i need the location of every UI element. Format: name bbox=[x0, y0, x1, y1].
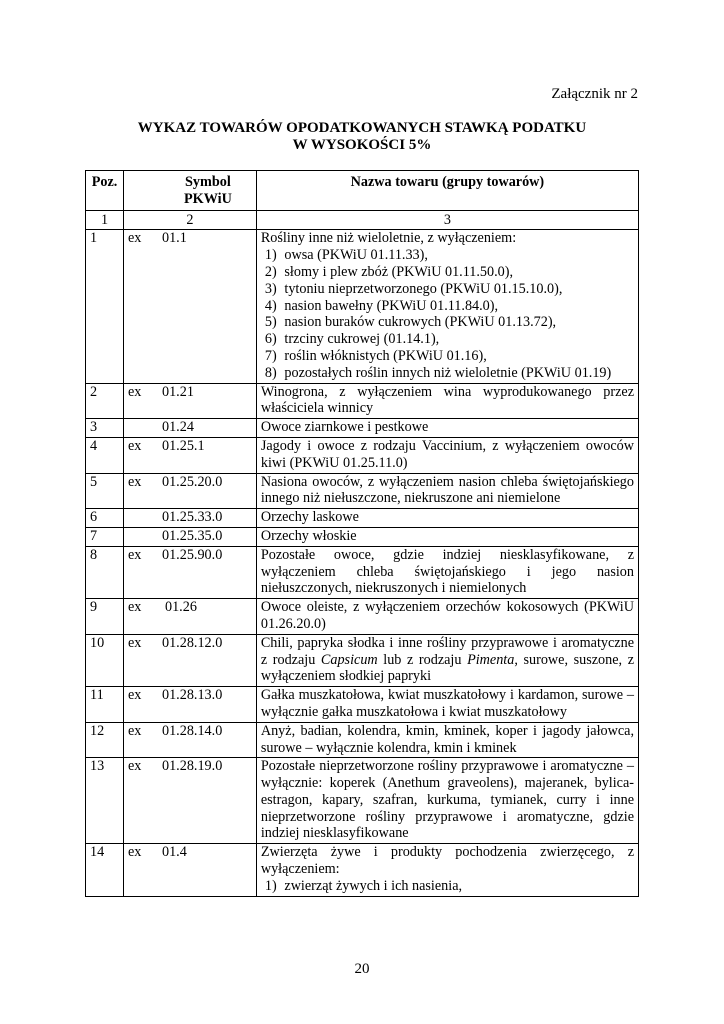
row-name: Pozostałe owoce, gdzie indziej niesklasyfikowane, z wyłączeniem chleba świętojańskiego i jego nasion niełuszczonych, niekruszonych i niemielonych bbox=[256, 546, 638, 598]
row-name: Winogrona, z wyłączeniem wina wyprodukowanego przez właściciela winnicy bbox=[256, 383, 638, 419]
item-text: trzciny cukrowej (01.14.1), bbox=[284, 331, 440, 348]
row-name: Nasiona owoców, z wyłączeniem nasion chleba świętojańskiego innego niż niełuszczone, niekruszone ani niemielone bbox=[256, 473, 638, 509]
row-symbol bbox=[123, 230, 256, 383]
row-symbol bbox=[123, 599, 256, 635]
row-name-text: lub z rodzaju bbox=[377, 651, 468, 668]
ex-marker: ex bbox=[127, 687, 142, 704]
table-header-row bbox=[86, 171, 639, 211]
row-name: Owoce ziarnkowe i pestkowe bbox=[256, 419, 638, 438]
document-title bbox=[85, 120, 639, 154]
row-name: Gałka muszkatołowa, kwiat muszkatołowy i kardamon, surowe – wyłącznie gałka muszkatołowa i kwiat muszkatołowy bbox=[256, 687, 638, 723]
row-name-text: Rośliny inne niż wieloletnie, z wyłączeniem: bbox=[260, 230, 517, 247]
ex-marker: ex bbox=[127, 230, 142, 247]
row-poz: 3 bbox=[86, 419, 124, 438]
header-symbol bbox=[123, 171, 256, 211]
ex-marker: ex bbox=[127, 437, 142, 454]
ex-marker: ex bbox=[127, 473, 142, 490]
row-symbol bbox=[123, 546, 256, 598]
list-item bbox=[265, 314, 634, 331]
row-poz: 14 bbox=[86, 844, 124, 896]
pkwiu-code: 01.1 bbox=[161, 230, 187, 247]
row-name: Anyż, badian, kolendra, kmin, kminek, koper i jagody jałowca, surowe – wyłącznie kolendra, kmin i kminek bbox=[256, 722, 638, 758]
list-item bbox=[265, 878, 634, 895]
ex-marker: ex bbox=[127, 383, 142, 400]
ex-marker: ex bbox=[127, 546, 142, 563]
row-poz: 10 bbox=[86, 634, 124, 686]
item-number: 6) bbox=[264, 331, 277, 348]
title-line-1: WYKAZ TOWARÓW OPODATKOWANYCH STAWKĄ PODATKU bbox=[137, 120, 587, 136]
item-text: nasion buraków cukrowych (PKWiU 01.13.72), bbox=[284, 314, 557, 331]
item-text: owsa (PKWiU 01.11.33), bbox=[284, 247, 428, 264]
item-number: 5) bbox=[264, 314, 277, 331]
row-poz: 5 bbox=[86, 473, 124, 509]
pkwiu-code: 01.21 bbox=[161, 383, 194, 400]
exclusion-list bbox=[261, 247, 634, 381]
row-name-text: Zwierzęta żywe i produkty pochodzenia zwierzęcego, z wyłączeniem: bbox=[260, 844, 634, 878]
item-text: tytoniu nieprzetworzonego (PKWiU 01.15.10.0), bbox=[284, 280, 563, 297]
table-row bbox=[86, 634, 639, 686]
ex-marker: ex bbox=[127, 599, 142, 616]
header-symbol-line-2: PKWiU bbox=[184, 190, 232, 207]
row-symbol bbox=[123, 419, 256, 438]
item-number: 2) bbox=[264, 263, 277, 280]
row-poz: 1 bbox=[86, 230, 124, 383]
row-poz: 11 bbox=[86, 687, 124, 723]
ex-marker: ex bbox=[127, 844, 142, 861]
table-row bbox=[86, 230, 639, 383]
table-row bbox=[86, 527, 639, 546]
row-symbol bbox=[123, 634, 256, 686]
item-number: 4) bbox=[264, 297, 277, 314]
table-row bbox=[86, 383, 639, 419]
row-poz: 12 bbox=[86, 722, 124, 758]
genus-name: Capsicum bbox=[320, 651, 378, 668]
pkwiu-code: 01.4 bbox=[161, 844, 187, 861]
column-number: 3 bbox=[256, 210, 638, 230]
row-poz: 6 bbox=[86, 509, 124, 528]
column-number: 2 bbox=[123, 210, 256, 230]
item-number: 1) bbox=[264, 877, 277, 894]
row-name-text: Chili, papryka słodka i inne rośliny przyprawowe i aromatyczne z rodzaju bbox=[260, 634, 634, 668]
table-row bbox=[86, 509, 639, 528]
table-row bbox=[86, 437, 639, 473]
pkwiu-code: 01.25.35.0 bbox=[161, 527, 223, 544]
pkwiu-code: 01.28.14.0 bbox=[161, 722, 223, 739]
row-name: Owoce oleiste, z wyłączeniem orzechów kokosowych (PKWiU 01.26.20.0) bbox=[256, 599, 638, 635]
table-row bbox=[86, 687, 639, 723]
pkwiu-code: 01.28.13.0 bbox=[161, 687, 223, 704]
pkwiu-code: 01.24 bbox=[161, 419, 194, 436]
pkwiu-code: 01.28.12.0 bbox=[161, 634, 223, 651]
row-name: Orzechy włoskie bbox=[256, 527, 638, 546]
ex-marker: ex bbox=[127, 758, 142, 775]
table-row bbox=[86, 473, 639, 509]
page-number: 20 bbox=[354, 961, 370, 977]
annex-label: Załącznik nr 2 bbox=[551, 86, 638, 102]
row-symbol bbox=[123, 527, 256, 546]
column-number: 1 bbox=[86, 210, 124, 230]
goods-table bbox=[85, 170, 639, 897]
row-name: Jagody i owoce z rodzaju Vaccinium, z wyłączeniem owoców kiwi (PKWiU 01.25.11.0) bbox=[256, 437, 638, 473]
list-item bbox=[265, 331, 634, 348]
title-line-2: W WYSOKOŚCI 5% bbox=[292, 137, 432, 153]
list-item bbox=[265, 348, 634, 365]
table-row bbox=[86, 758, 639, 844]
list-item bbox=[265, 298, 634, 315]
table-row bbox=[86, 546, 639, 598]
table-row bbox=[86, 844, 639, 896]
row-symbol bbox=[123, 383, 256, 419]
pkwiu-code: 01.25.90.0 bbox=[161, 546, 223, 563]
item-text: pozostałych roślin innych niż wieloletnie (PKWiU 01.19) bbox=[284, 364, 612, 381]
list-item bbox=[265, 281, 634, 298]
header-symbol-line-1: Symbol bbox=[185, 174, 231, 190]
header-poz: Poz. bbox=[86, 171, 124, 211]
item-text: słomy i plew zbóż (PKWiU 01.11.50.0), bbox=[284, 263, 514, 280]
pkwiu-code: 01.25.1 bbox=[161, 437, 205, 454]
row-name: Pozostałe nieprzetworzone rośliny przyprawowe i aromatyczne – wyłącznie: koperek (Anethum graveolens), majeranek, bylica-estragon, kapary, szafran, kurkuma, tymianek, curry i inne nieprzetworzone rośliny przyprawowe i aromatyczne, gdzie indziej niesklasyfikowane bbox=[256, 758, 638, 844]
row-name bbox=[256, 230, 638, 383]
ex-marker: ex bbox=[127, 722, 142, 739]
list-item bbox=[265, 247, 634, 264]
item-number: 8) bbox=[264, 364, 277, 381]
row-symbol bbox=[123, 758, 256, 844]
item-text: zwierząt żywych i ich nasienia, bbox=[284, 877, 463, 894]
list-item bbox=[265, 365, 634, 382]
column-number-row bbox=[86, 210, 639, 230]
row-name bbox=[256, 634, 638, 686]
row-symbol bbox=[123, 509, 256, 528]
row-name-text: , surowe, suszone, z wyłączeniem słodkiej papryki bbox=[260, 651, 634, 685]
row-poz: 9 bbox=[86, 599, 124, 635]
row-poz: 7 bbox=[86, 527, 124, 546]
pkwiu-code: 01.26 bbox=[164, 599, 197, 616]
exclusion-list bbox=[261, 878, 634, 895]
row-poz: 4 bbox=[86, 437, 124, 473]
table-row bbox=[86, 419, 639, 438]
item-number: 1) bbox=[264, 247, 277, 264]
row-symbol bbox=[123, 687, 256, 723]
genus-name: Pimenta bbox=[467, 651, 515, 668]
item-text: nasion bawełny (PKWiU 01.11.84.0), bbox=[284, 297, 499, 314]
row-name: Orzechy laskowe bbox=[256, 509, 638, 528]
item-number: 3) bbox=[264, 280, 277, 297]
row-symbol bbox=[123, 722, 256, 758]
item-text: roślin włóknistych (PKWiU 01.16), bbox=[284, 347, 487, 364]
table-row bbox=[86, 722, 639, 758]
row-symbol bbox=[123, 473, 256, 509]
table-row bbox=[86, 599, 639, 635]
row-name bbox=[256, 844, 638, 896]
pkwiu-code: 01.25.20.0 bbox=[161, 473, 223, 490]
row-symbol bbox=[123, 437, 256, 473]
pkwiu-code: 01.28.19.0 bbox=[161, 758, 223, 775]
row-symbol bbox=[123, 844, 256, 896]
row-poz: 2 bbox=[86, 383, 124, 419]
pkwiu-code: 01.25.33.0 bbox=[161, 509, 223, 526]
row-poz: 13 bbox=[86, 758, 124, 844]
ex-marker: ex bbox=[127, 634, 142, 651]
row-poz: 8 bbox=[86, 546, 124, 598]
item-number: 7) bbox=[264, 347, 277, 364]
header-name: Nazwa towaru (grupy towarów) bbox=[256, 171, 638, 211]
list-item bbox=[265, 264, 634, 281]
